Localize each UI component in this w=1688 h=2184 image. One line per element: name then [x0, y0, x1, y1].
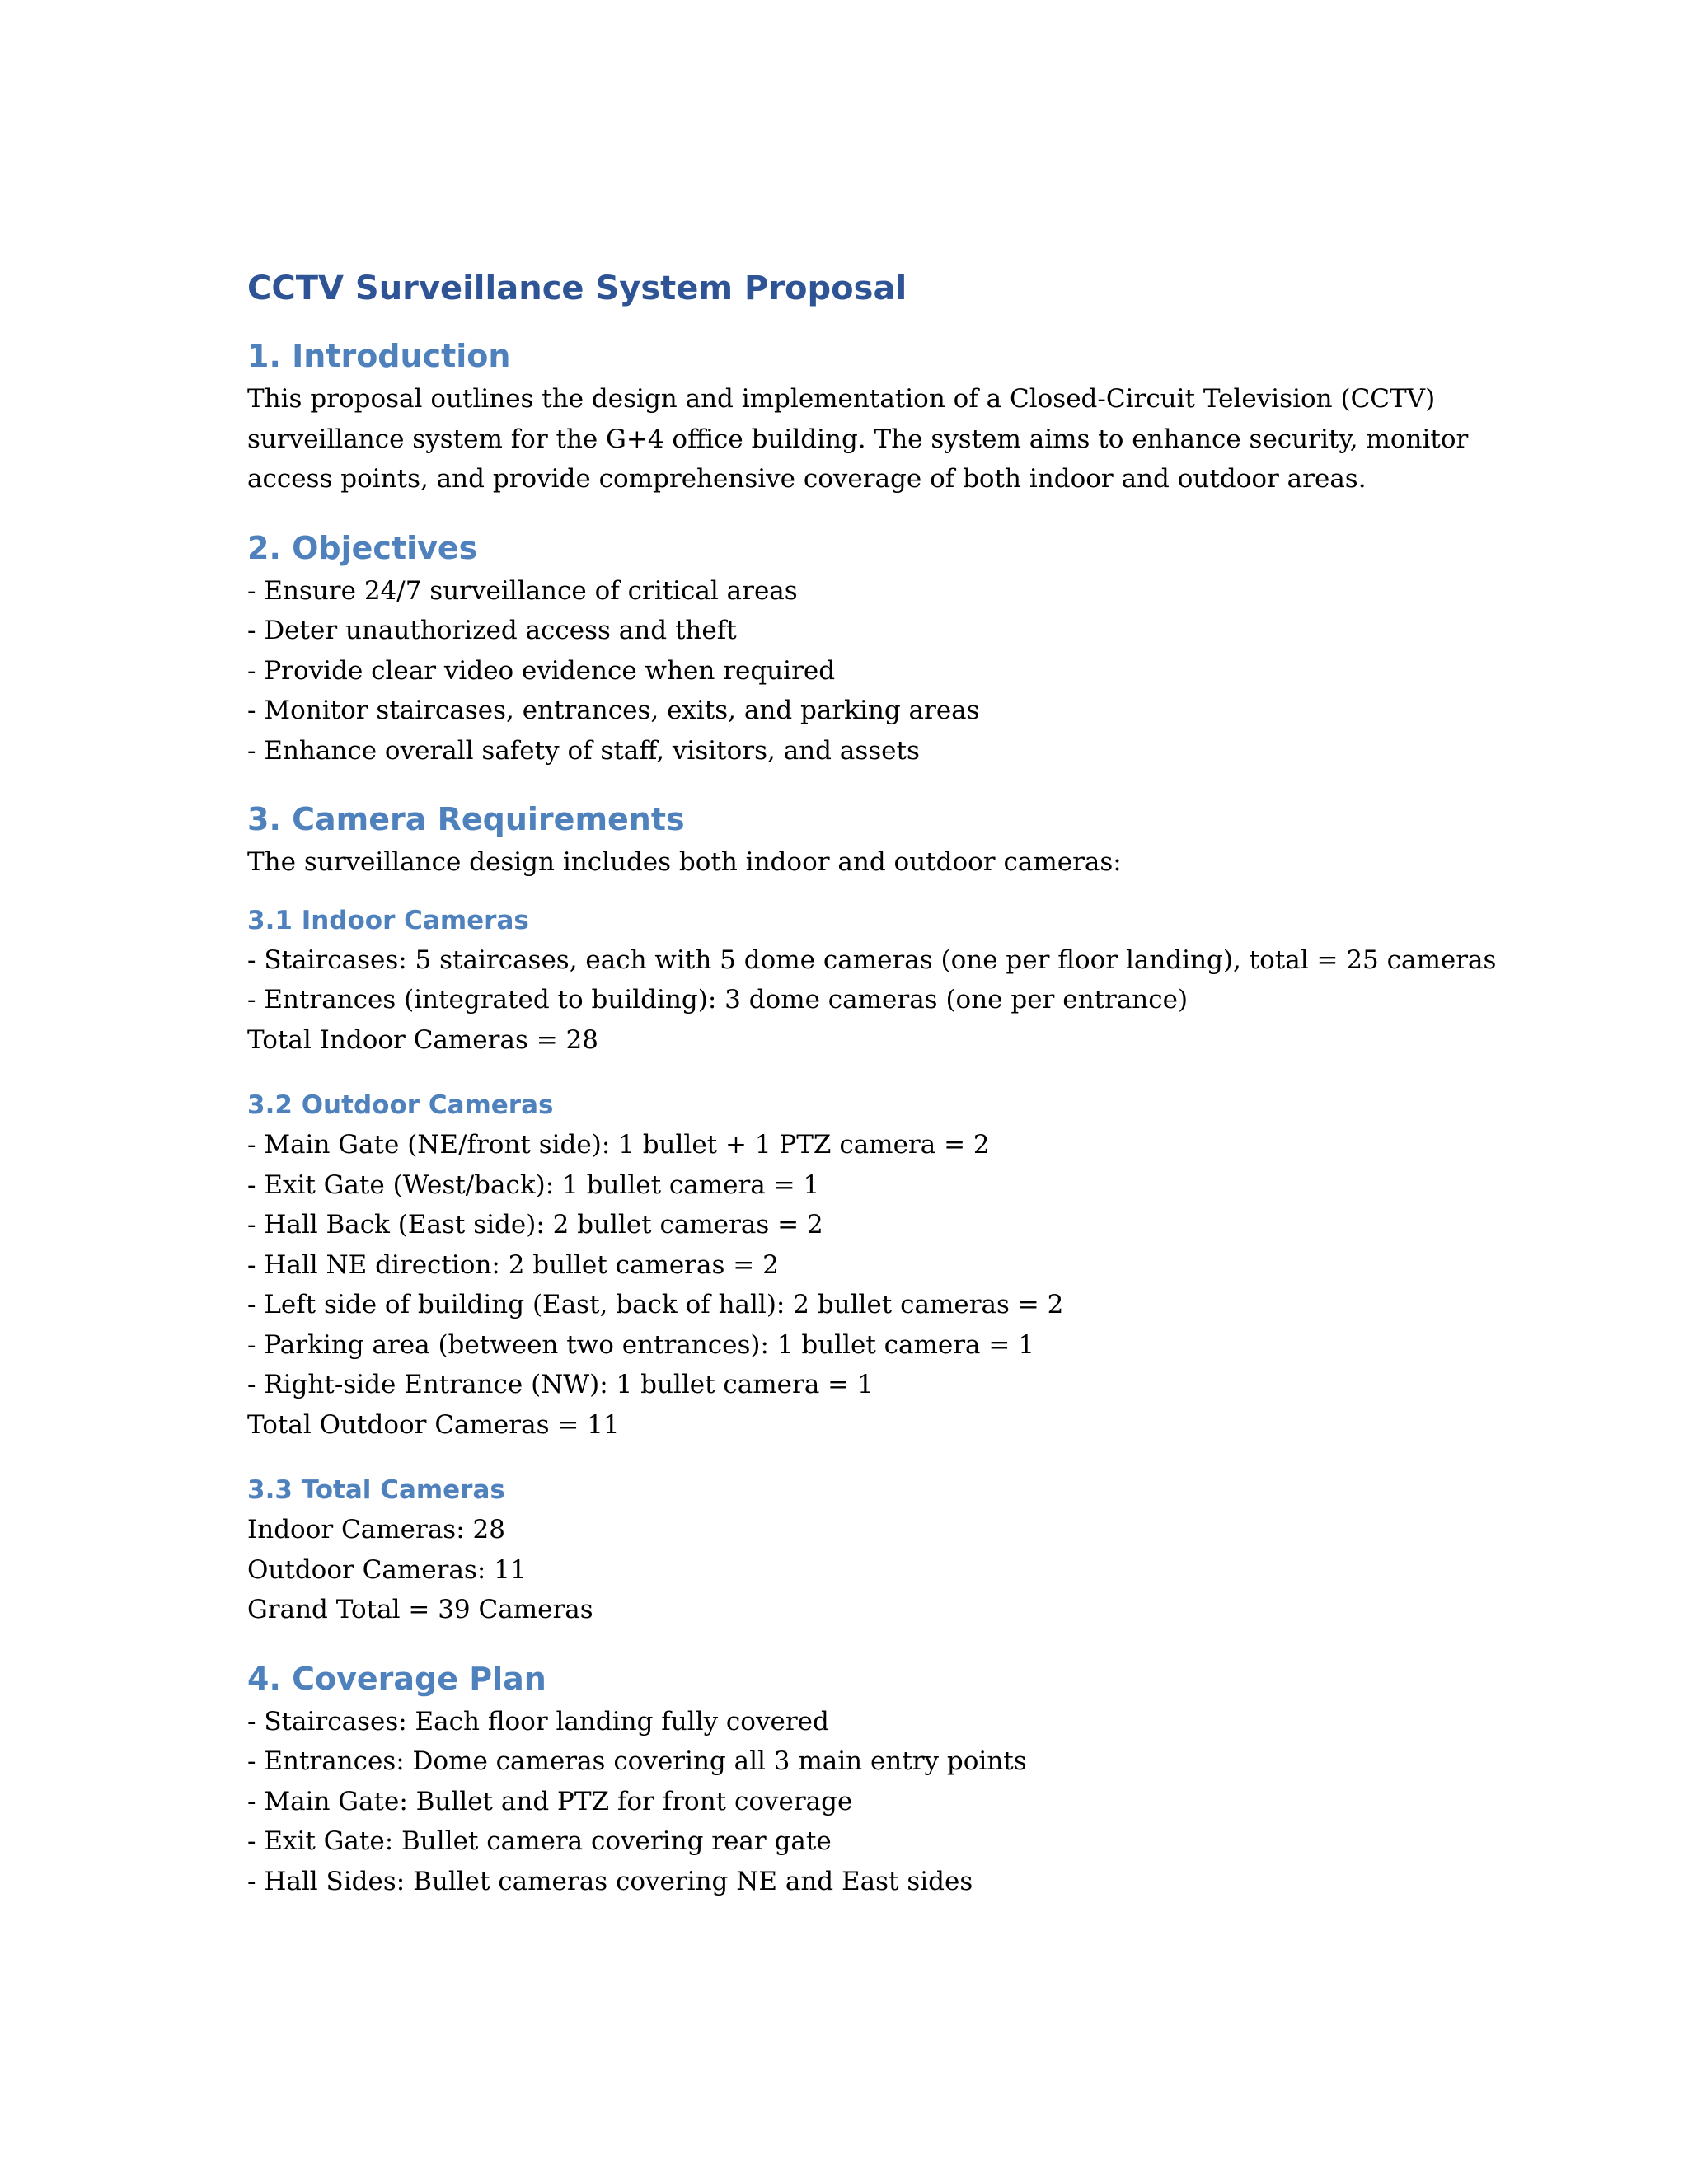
- section-camera-requirements: [247, 796, 1497, 1630]
- indoor-cameras-heading: 3.1 Indoor Cameras: [247, 905, 529, 935]
- camera-requirements-intro: The surveillance design includes both indoor and outdoor cameras:: [247, 847, 1122, 877]
- subsection-outdoor-cameras: [247, 1085, 1451, 1445]
- indoor-camera-total: Total Indoor Cameras = 28: [247, 1024, 598, 1055]
- introduction-paragraph: [247, 379, 1469, 499]
- objective-item: - Provide clear video evidence when required: [247, 655, 836, 686]
- introduction-heading: 1. Introduction: [247, 338, 511, 374]
- coverage-item: - Hall Sides: Bullet cameras covering NE and East sides: [247, 1866, 973, 1896]
- outdoor-camera-total: Total Outdoor Cameras = 11: [247, 1409, 620, 1440]
- section-introduction: [247, 333, 1469, 499]
- outdoor-camera-item: - Right-side Entrance (NW): 1 bullet camera = 1: [247, 1370, 874, 1399]
- total-camera-item: Indoor Cameras: 28: [247, 1515, 505, 1544]
- coverage-item: - Staircases: Each floor landing fully covered: [247, 1706, 829, 1736]
- subsection-total-cameras: [247, 1470, 1451, 1630]
- outdoor-camera-item: - Hall NE direction: 2 bullet cameras = 2: [247, 1249, 779, 1280]
- introduction-line: surveillance system for the G+4 office building. The system aims to enhance security, monitor: [247, 424, 1469, 454]
- coverage-item: - Exit Gate: Bullet camera covering rear gate: [247, 1826, 832, 1856]
- subsection-indoor-cameras: [247, 901, 1497, 1061]
- outdoor-camera-item: - Hall Back (East side): 2 bullet cameras = 2: [247, 1210, 823, 1240]
- introduction-line: This proposal outlines the design and implementation of a Closed-Circuit Television (CCTV): [247, 384, 1436, 414]
- outdoor-camera-item: - Exit Gate (West/back): 1 bullet camera = 1: [247, 1169, 820, 1200]
- section-objectives: [247, 525, 1451, 771]
- outdoor-camera-item: - Parking area (between two entrances): 1 bullet camera = 1: [247, 1329, 1034, 1360]
- coverage-item: - Entrances: Dome cameras covering all 3 main entry points: [247, 1746, 1027, 1776]
- total-camera-item: Outdoor Cameras: 11: [247, 1554, 527, 1585]
- outdoor-camera-item: - Main Gate (NE/front side): 1 bullet + 1 PTZ camera = 2: [247, 1130, 990, 1160]
- objective-item: - Monitor staircases, entrances, exits, and parking areas: [247, 696, 980, 725]
- indoor-camera-item: - Entrances (integrated to building): 3 dome cameras (one per entrance): [247, 985, 1189, 1015]
- section-coverage-plan: [247, 1656, 1451, 1902]
- document-title: CCTV Surveillance System Proposal: [247, 269, 907, 307]
- introduction-line: access points, and provide comprehensive coverage of both indoor and outdoor areas.: [247, 464, 1367, 494]
- coverage-plan-heading: 4. Coverage Plan: [247, 1660, 546, 1697]
- grand-total: Grand Total = 39 Cameras: [247, 1595, 593, 1624]
- indoor-camera-item: - Staircases: 5 staircases, each with 5 dome cameras (one per floor landing), total = 25 cameras: [247, 944, 1497, 975]
- objective-item: - Enhance overall safety of staff, visitors, and assets: [247, 735, 920, 766]
- camera-requirements-heading: 3. Camera Requirements: [247, 801, 685, 837]
- document-page: [247, 262, 1497, 1901]
- objective-item: - Deter unauthorized access and theft: [247, 616, 737, 645]
- outdoor-camera-item: - Left side of building (East, back of hall): 2 bullet cameras = 2: [247, 1290, 1064, 1319]
- outdoor-cameras-heading: 3.2 Outdoor Cameras: [247, 1090, 554, 1120]
- objective-item: - Ensure 24/7 surveillance of critical areas: [247, 575, 798, 606]
- objectives-heading: 2. Objectives: [247, 529, 478, 566]
- total-cameras-heading: 3.3 Total Cameras: [247, 1475, 505, 1505]
- coverage-item: - Main Gate: Bullet and PTZ for front coverage: [247, 1786, 853, 1816]
